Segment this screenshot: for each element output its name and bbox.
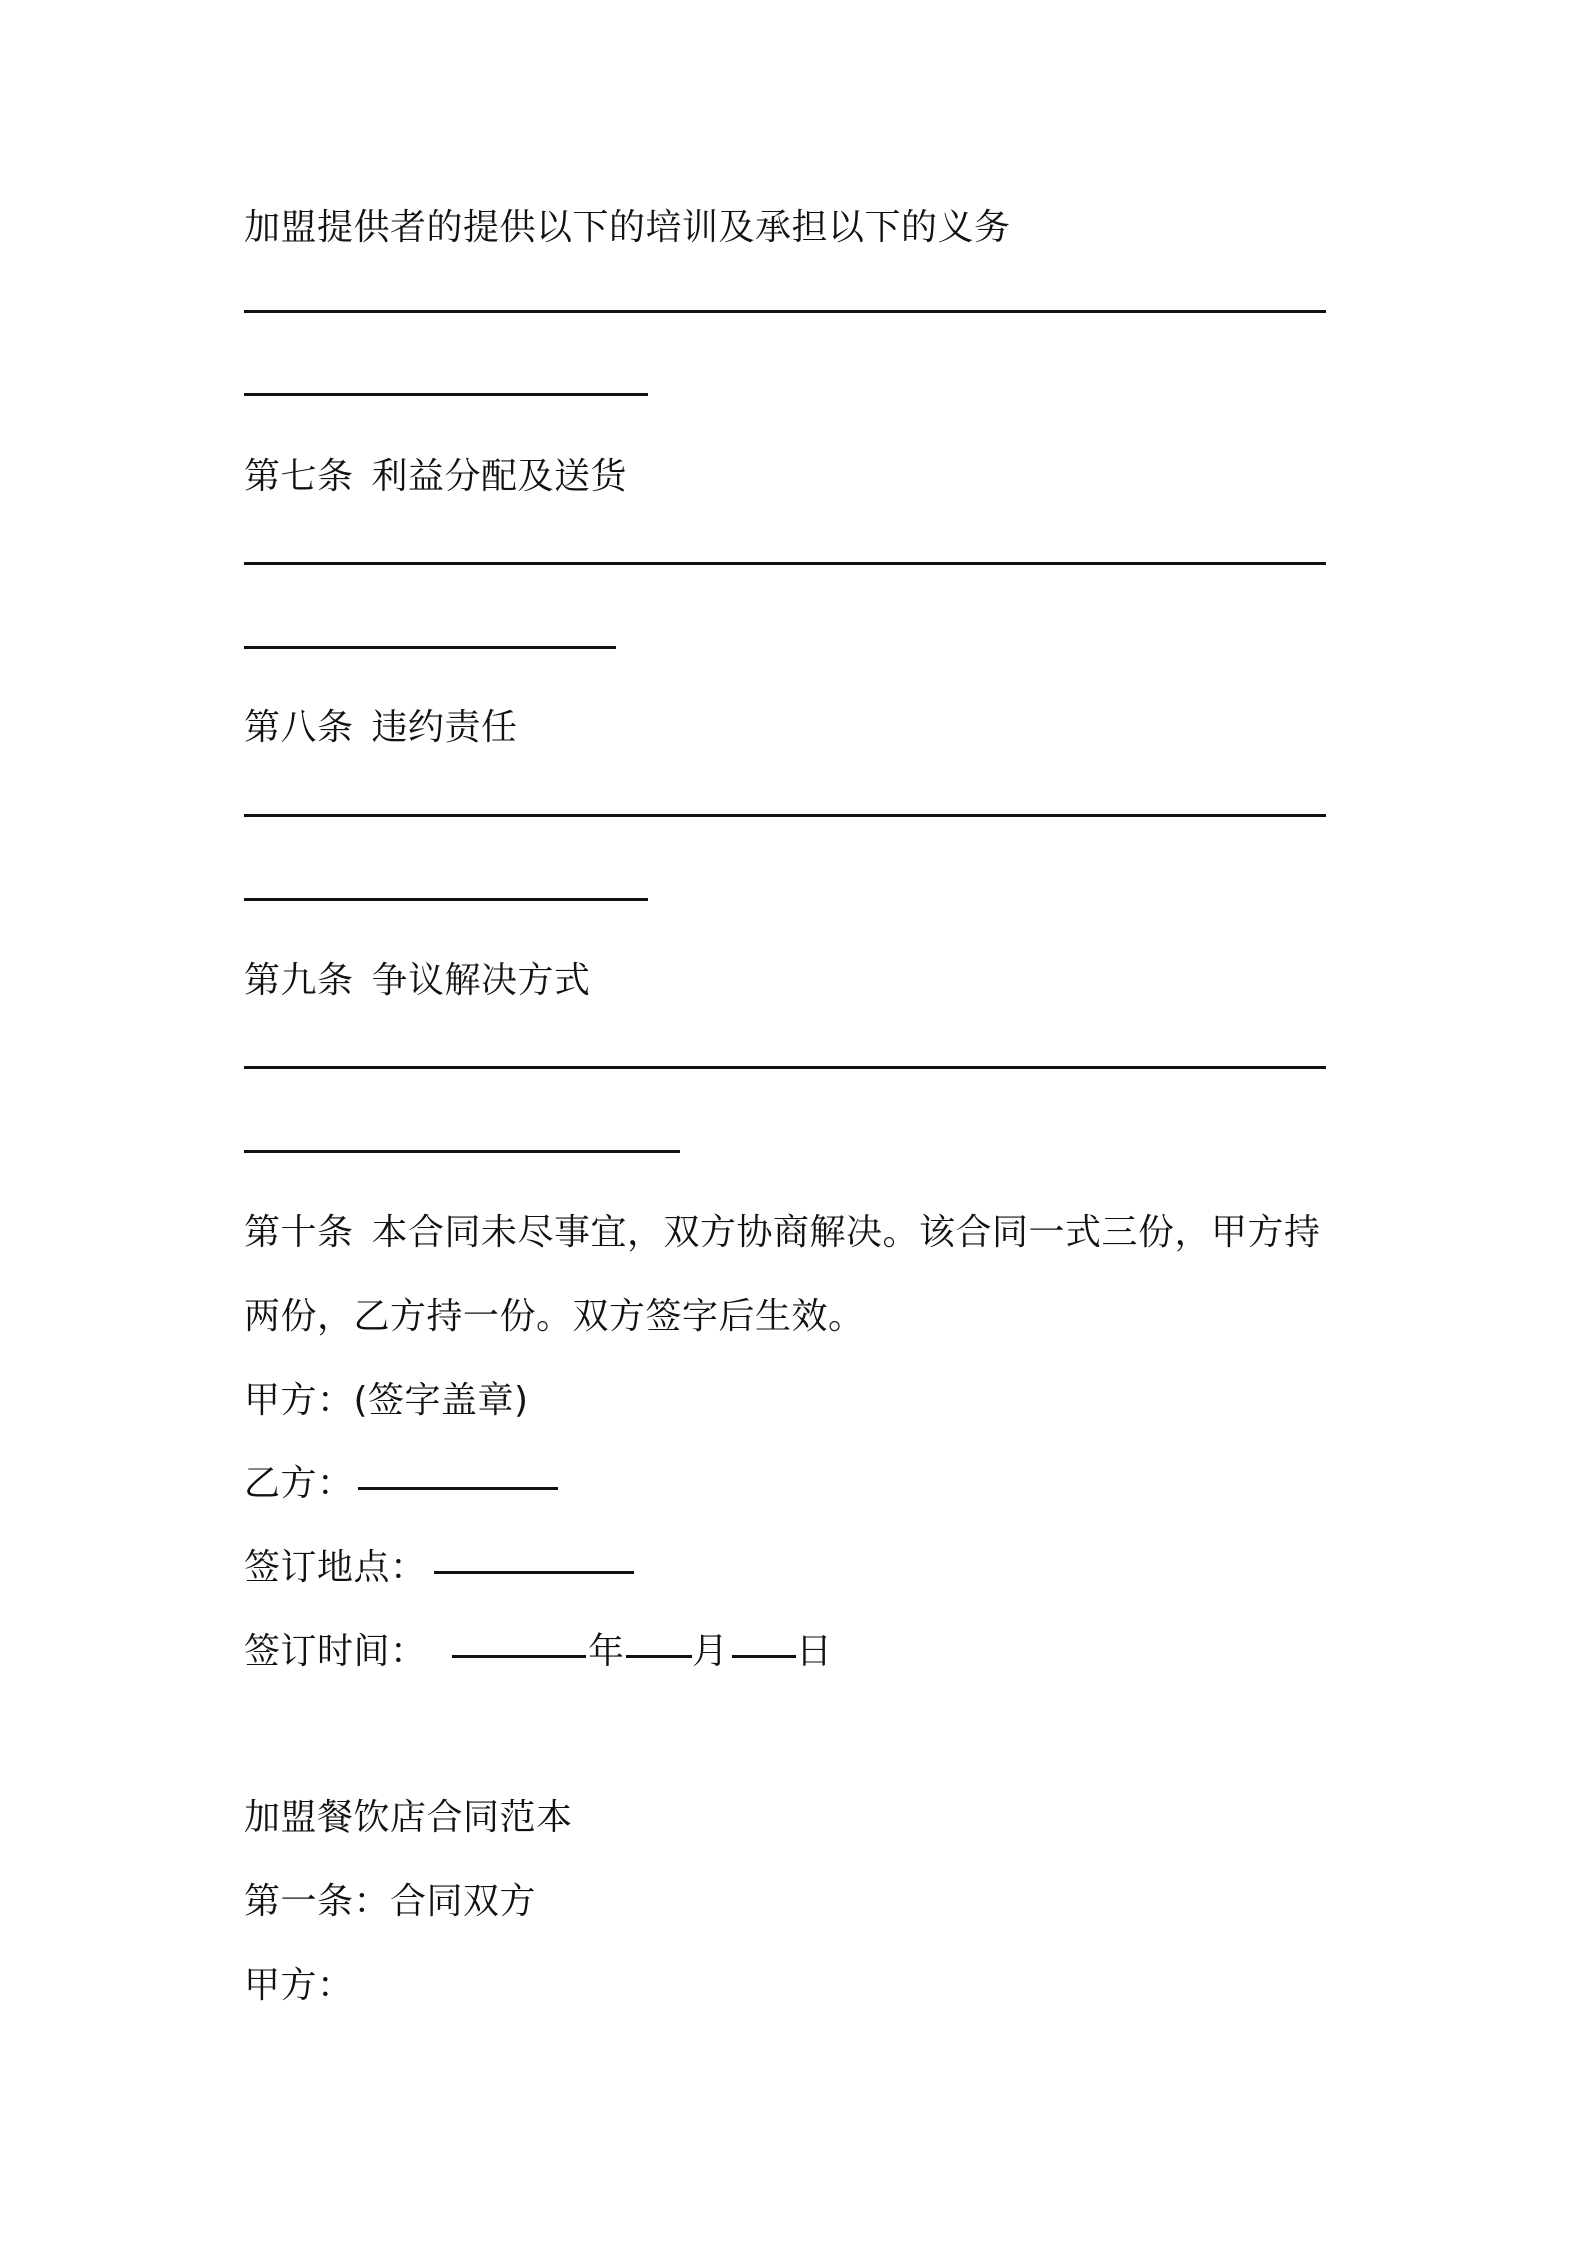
blank-line xyxy=(626,1655,692,1658)
article-text: 本合同未尽事宜，双方协商解决。该合同一式三份，甲方持 xyxy=(371,1212,1321,1253)
article-8-heading xyxy=(244,706,518,750)
article-title: 利益分配及送货 xyxy=(371,456,628,497)
blank-line xyxy=(434,1571,634,1574)
article-title: 违约责任 xyxy=(371,707,518,748)
article-9-heading xyxy=(244,959,591,1003)
blank-line xyxy=(244,646,616,649)
day-label: 日 xyxy=(796,1631,833,1672)
sign-time-label: 签订时间： xyxy=(244,1631,427,1672)
second-contract-title: 加盟餐饮店合同范本 xyxy=(244,1797,573,1838)
article-number: 第九条 xyxy=(244,960,354,1001)
blank-line xyxy=(732,1655,796,1658)
article-10-line-2: 两份，乙方持一份。双方签字后生效。 xyxy=(244,1296,865,1337)
month-label: 月 xyxy=(692,1631,729,1672)
blank-line xyxy=(244,1066,1326,1069)
blank-line xyxy=(452,1655,586,1658)
second-article-1: 第一条：合同双方 xyxy=(244,1881,537,1922)
party-b-label: 乙方： xyxy=(244,1463,354,1504)
blank-line xyxy=(358,1487,558,1490)
article-number: 第七条 xyxy=(244,456,354,497)
article-10-line-1 xyxy=(244,1211,1321,1255)
article-7-heading xyxy=(244,455,627,499)
blank-line xyxy=(244,562,1326,565)
party-a-signature: 甲方：(签字盖章) xyxy=(244,1380,529,1421)
blank-line xyxy=(244,1150,680,1153)
blank-line xyxy=(244,898,648,901)
article-number: 第十条 xyxy=(244,1212,354,1253)
blank-line xyxy=(244,393,648,396)
intro-text: 加盟提供者的提供以下的培训及承担以下的义务 xyxy=(244,207,1011,248)
article-number: 第八条 xyxy=(244,707,354,748)
blank-line xyxy=(244,814,1326,817)
article-title: 争议解决方式 xyxy=(371,960,591,1001)
sign-place-label: 签订地点： xyxy=(244,1547,427,1588)
second-party-a: 甲方： xyxy=(244,1965,354,2006)
year-label: 年 xyxy=(588,1631,625,1672)
blank-line xyxy=(244,310,1326,313)
